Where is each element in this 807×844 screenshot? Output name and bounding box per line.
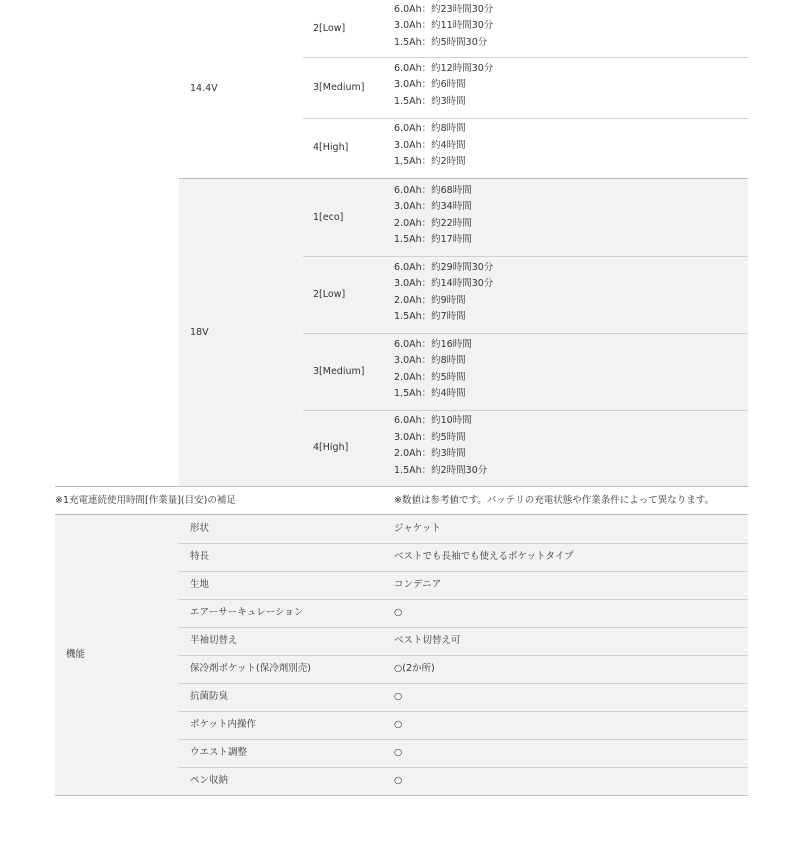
mode-divider xyxy=(303,118,748,119)
feature-value: ベスト切替え可 xyxy=(394,635,461,646)
features-bottom-border xyxy=(55,795,748,796)
feature-value: ベストでも長袖でも使えるポケットタイプ xyxy=(394,551,574,562)
note-value: ※数値は参考値です。バッテリの充電状態や作業条件によって異なります。 xyxy=(394,495,714,506)
mode-label: 2[Low] xyxy=(313,22,346,34)
runtime-value: 2.0Ah：約3時間 xyxy=(394,448,466,459)
mode-label: 1[eco] xyxy=(313,211,344,223)
feature-divider xyxy=(179,627,748,628)
mode-label: 3[Medium] xyxy=(313,81,365,93)
feature-divider xyxy=(179,571,748,572)
feature-name: 生地 xyxy=(190,579,210,590)
runtime-value: 6.0Ah：約29時間30分 xyxy=(394,261,494,273)
feature-name: 半袖切替え xyxy=(190,635,238,646)
feature-divider xyxy=(179,543,748,544)
note-label: ※1充電連続使用時間[作業量](目安)の補足 xyxy=(55,495,236,506)
runtime-value: 6.0Ah：約10時間 xyxy=(394,415,472,426)
features-label: 機能 xyxy=(66,649,86,660)
feature-name: エアーサーキュレーション xyxy=(190,607,304,618)
runtime-value: 1.5Ah：約3時間 xyxy=(394,95,466,107)
mode-label: 2[Low] xyxy=(313,288,346,300)
runtime-value: 3.0Ah：約11時間30分 xyxy=(394,20,494,32)
runtime-value: 1.5Ah：約4時間 xyxy=(394,388,466,399)
mode-divider xyxy=(303,256,748,257)
runtime-value: 1.5Ah：約2時間 xyxy=(394,156,466,168)
feature-value: コンデニア xyxy=(394,579,442,590)
runtime-value: 6.0Ah：約8時間 xyxy=(394,123,466,135)
voltage-label: 14.4V xyxy=(190,83,218,94)
runtime-value: 2.0Ah：約22時間 xyxy=(394,217,472,229)
runtime-value: 3.0Ah：約34時間 xyxy=(394,201,472,212)
runtime-value: 6.0Ah：約23時間30分 xyxy=(394,3,494,15)
feature-value: ○ xyxy=(394,607,403,618)
feature-divider xyxy=(179,767,748,768)
runtime-value: 3.0Ah：約4時間 xyxy=(394,139,466,151)
feature-divider xyxy=(179,711,748,712)
mode-divider xyxy=(303,410,748,411)
feature-divider xyxy=(179,599,748,600)
runtime-value: 2.0Ah：約5時間 xyxy=(394,371,466,383)
mode-divider xyxy=(303,57,748,58)
runtime-value: 3.0Ah：約5時間 xyxy=(394,431,466,443)
runtime-value: 1.5Ah：約17時間 xyxy=(394,234,472,245)
feature-name: ウエスト調整 xyxy=(190,747,248,758)
feature-value: ○ xyxy=(394,775,403,786)
feature-divider xyxy=(179,683,748,684)
feature-value: ○ xyxy=(394,747,403,758)
feature-divider xyxy=(179,739,748,740)
mode-label: 4[High] xyxy=(313,142,349,153)
runtime-value: 6.0Ah：約12時間30分 xyxy=(394,62,494,74)
group-divider xyxy=(179,178,748,179)
feature-value: ○ xyxy=(394,691,403,702)
feature-divider xyxy=(179,655,748,656)
feature-name: 特長 xyxy=(190,551,210,562)
feature-name: ペン収納 xyxy=(190,775,229,786)
runtime-value: 3.0Ah：約6時間 xyxy=(394,79,466,91)
feature-value: ○ xyxy=(394,719,403,730)
feature-value: ○(2か所) xyxy=(394,663,435,674)
feature-name: 保冷剤ポケット(保冷剤別売) xyxy=(190,663,311,674)
feature-value: ジャケット xyxy=(394,523,441,534)
mode-label: 3[Medium] xyxy=(313,365,365,377)
runtime-value: 3.0Ah：約14時間30分 xyxy=(394,278,494,289)
mode-label: 4[High] xyxy=(313,442,349,453)
runtime-value: 6.0Ah：約68時間 xyxy=(394,184,472,196)
runtime-value: 1.5Ah：約7時間 xyxy=(394,311,466,322)
runtime-value: 2.0Ah：約9時間 xyxy=(394,294,466,306)
voltage-label: 18V xyxy=(190,326,209,338)
runtime-value: 3.0Ah：約8時間 xyxy=(394,355,466,366)
feature-name: ポケット内操作 xyxy=(190,719,257,730)
runtime-bottom-border xyxy=(55,486,748,487)
feature-name: 形状 xyxy=(190,523,210,534)
mode-divider xyxy=(303,333,748,334)
runtime-value: 1.5Ah：約2時間30分 xyxy=(394,464,488,476)
runtime-value: 6.0Ah：約16時間 xyxy=(394,338,472,350)
feature-name: 抗菌防臭 xyxy=(190,691,229,702)
runtime-value: 1.5Ah：約5時間30分 xyxy=(394,36,488,48)
